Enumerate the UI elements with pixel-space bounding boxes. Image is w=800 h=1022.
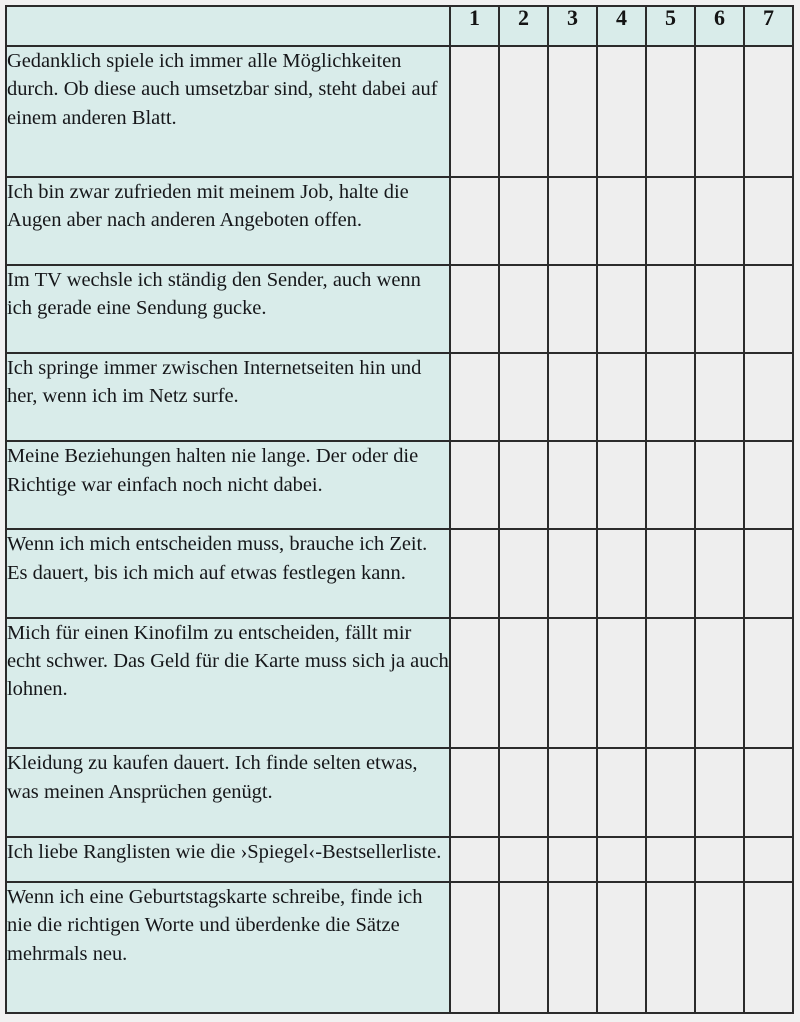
table-row (6, 837, 793, 883)
answer-cell-5[interactable] (646, 441, 695, 529)
answer-cell-7[interactable] (744, 353, 793, 441)
answer-cell-1[interactable] (450, 46, 499, 177)
table-row (6, 618, 793, 749)
answer-cell-6[interactable] (695, 748, 744, 836)
answer-cell-6[interactable] (695, 177, 744, 265)
answer-cell-1[interactable] (450, 837, 499, 883)
answer-cell-5[interactable] (646, 618, 695, 749)
scale-header-1: 1 (450, 6, 499, 46)
answer-cell-2[interactable] (499, 46, 548, 177)
answer-cell-5[interactable] (646, 882, 695, 1013)
answer-cell-2[interactable] (499, 177, 548, 265)
answer-cell-5[interactable] (646, 265, 695, 353)
answer-cell-4[interactable] (597, 46, 646, 177)
answer-cell-7[interactable] (744, 46, 793, 177)
answer-cell-5[interactable] (646, 529, 695, 617)
answer-cell-6[interactable] (695, 353, 744, 441)
answer-cell-4[interactable] (597, 441, 646, 529)
table-row (6, 265, 793, 353)
table-row (6, 748, 793, 836)
answer-cell-7[interactable] (744, 441, 793, 529)
scale-header-6: 6 (695, 6, 744, 46)
answer-cell-2[interactable] (499, 837, 548, 883)
answer-cell-6[interactable] (695, 529, 744, 617)
answer-cell-1[interactable] (450, 618, 499, 749)
answer-cell-3[interactable] (548, 618, 597, 749)
answer-cell-4[interactable] (597, 618, 646, 749)
table-body (6, 46, 793, 1013)
answer-cell-3[interactable] (548, 265, 597, 353)
answer-cell-5[interactable] (646, 46, 695, 177)
answer-cell-7[interactable] (744, 265, 793, 353)
table-row (6, 441, 793, 529)
answer-cell-6[interactable] (695, 882, 744, 1013)
answer-cell-7[interactable] (744, 618, 793, 749)
statement-text: Ich bin zwar zufrieden mit meinem Job, halte die Augen aber nach anderen Angeboten offen. (6, 177, 450, 265)
answer-cell-6[interactable] (695, 441, 744, 529)
answer-cell-3[interactable] (548, 837, 597, 883)
scale-header-4: 4 (597, 6, 646, 46)
answer-cell-3[interactable] (548, 529, 597, 617)
answer-cell-3[interactable] (548, 177, 597, 265)
scale-header-row (6, 6, 793, 46)
statement-text: Mich für einen Kinofilm zu entscheiden, fällt mir echt schwer. Das Geld für die Karte muss sich ja auch lohnen. (6, 618, 450, 749)
answer-cell-3[interactable] (548, 441, 597, 529)
answer-cell-2[interactable] (499, 265, 548, 353)
answer-cell-3[interactable] (548, 46, 597, 177)
answer-cell-2[interactable] (499, 529, 548, 617)
statement-text: Meine Beziehungen halten nie lange. Der oder die Richtige war einfach noch nicht dabei. (6, 441, 450, 529)
answer-cell-6[interactable] (695, 265, 744, 353)
answer-cell-4[interactable] (597, 177, 646, 265)
questionnaire-table (5, 5, 794, 1014)
answer-cell-6[interactable] (695, 837, 744, 883)
answer-cell-7[interactable] (744, 837, 793, 883)
answer-cell-1[interactable] (450, 353, 499, 441)
scale-header-2: 2 (499, 6, 548, 46)
statement-text: Wenn ich eine Geburtstagskarte schreibe, finde ich nie die richtigen Worte und überdenke die Sätze mehrmals neu. (6, 882, 450, 1013)
answer-cell-5[interactable] (646, 177, 695, 265)
answer-cell-1[interactable] (450, 529, 499, 617)
answer-cell-2[interactable] (499, 882, 548, 1013)
statement-text: Ich liebe Ranglisten wie die ›Spiegel‹-Bestsellerliste. (6, 837, 450, 883)
statement-text: Gedanklich spiele ich immer alle Möglichkeiten durch. Ob diese auch umsetzbar sind, steht dabei auf einem anderen Blatt. (6, 46, 450, 177)
table-row (6, 882, 793, 1013)
answer-cell-4[interactable] (597, 353, 646, 441)
answer-cell-3[interactable] (548, 353, 597, 441)
table-row (6, 46, 793, 177)
answer-cell-1[interactable] (450, 265, 499, 353)
answer-cell-2[interactable] (499, 353, 548, 441)
answer-cell-4[interactable] (597, 882, 646, 1013)
answer-cell-4[interactable] (597, 529, 646, 617)
table-row (6, 177, 793, 265)
table-header (6, 6, 793, 46)
statement-text: Im TV wechsle ich ständig den Sender, auch wenn ich gerade eine Sendung gucke. (6, 265, 450, 353)
table-row (6, 529, 793, 617)
answer-cell-1[interactable] (450, 882, 499, 1013)
answer-cell-5[interactable] (646, 837, 695, 883)
table-row (6, 353, 793, 441)
answer-cell-2[interactable] (499, 441, 548, 529)
statement-text: Kleidung zu kaufen dauert. Ich finde selten etwas, was meinen Ansprüchen genügt. (6, 748, 450, 836)
scale-header-7: 7 (744, 6, 793, 46)
answer-cell-6[interactable] (695, 618, 744, 749)
answer-cell-2[interactable] (499, 748, 548, 836)
answer-cell-5[interactable] (646, 748, 695, 836)
header-corner-cell (6, 6, 450, 46)
answer-cell-7[interactable] (744, 529, 793, 617)
answer-cell-1[interactable] (450, 177, 499, 265)
answer-cell-7[interactable] (744, 748, 793, 836)
answer-cell-1[interactable] (450, 441, 499, 529)
answer-cell-2[interactable] (499, 618, 548, 749)
answer-cell-5[interactable] (646, 353, 695, 441)
answer-cell-6[interactable] (695, 46, 744, 177)
scale-header-5: 5 (646, 6, 695, 46)
answer-cell-4[interactable] (597, 265, 646, 353)
answer-cell-4[interactable] (597, 837, 646, 883)
answer-cell-4[interactable] (597, 748, 646, 836)
answer-cell-7[interactable] (744, 882, 793, 1013)
answer-cell-3[interactable] (548, 882, 597, 1013)
answer-cell-1[interactable] (450, 748, 499, 836)
answer-cell-7[interactable] (744, 177, 793, 265)
answer-cell-3[interactable] (548, 748, 597, 836)
statement-text: Wenn ich mich entscheiden muss, brauche ich Zeit. Es dauert, bis ich mich auf etwas festlegen kann. (6, 529, 450, 617)
scale-header-3: 3 (548, 6, 597, 46)
statement-text: Ich springe immer zwischen Internetseiten hin und her, wenn ich im Netz surfe. (6, 353, 450, 441)
